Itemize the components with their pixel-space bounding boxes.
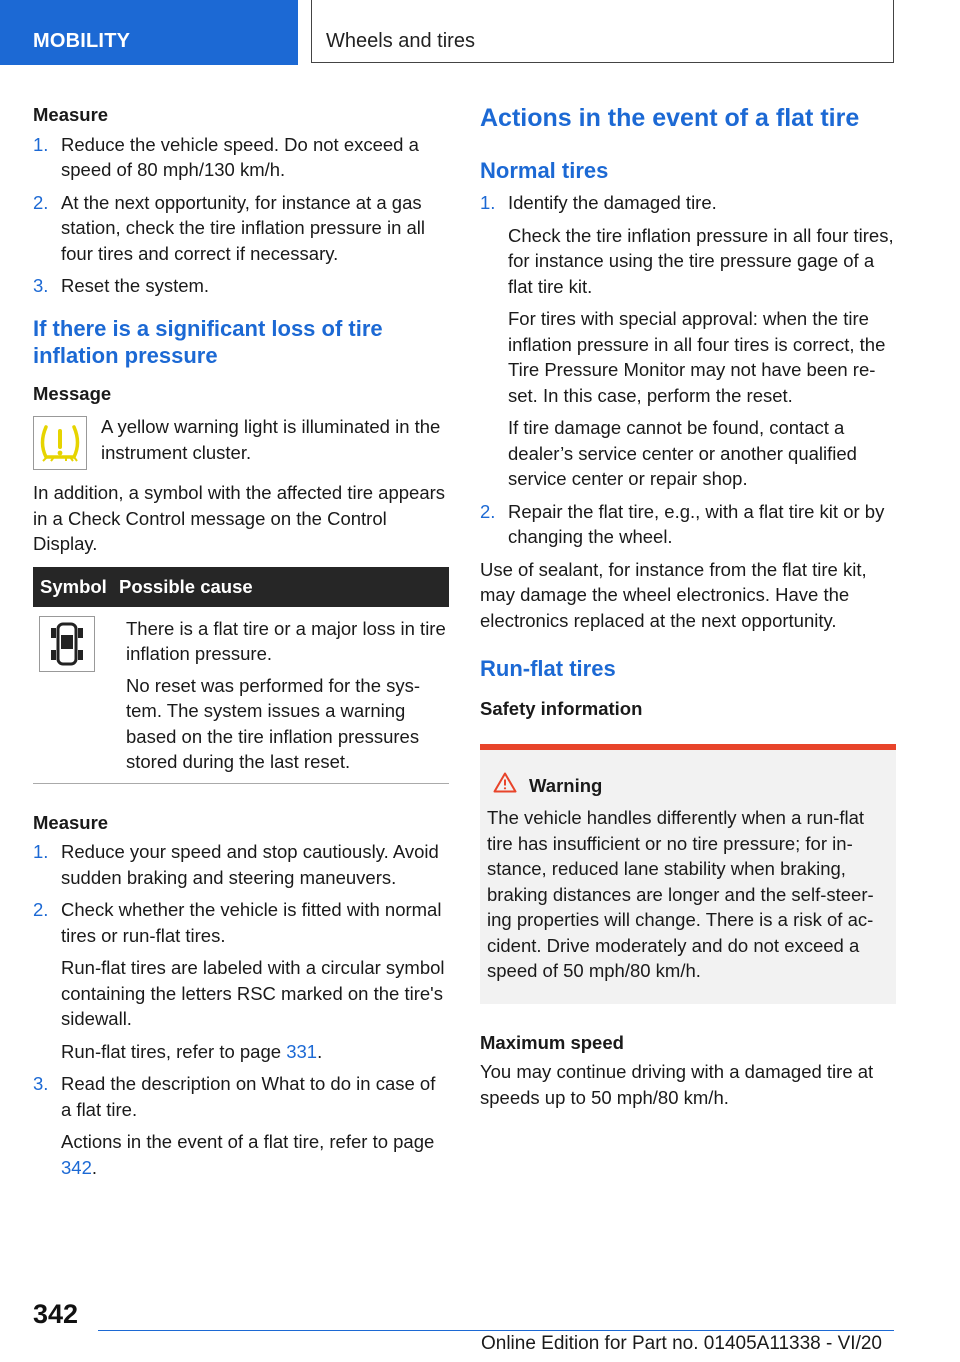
message-block (33, 414, 449, 470)
normal-steps (480, 190, 896, 550)
list-item: 3. Reset the system. (33, 275, 210, 296)
warning-text: The vehicle handles differently when a run-flat tire has insufficient or no tire pressure; for instance, reduced lane stability when braking, braking distances are longer and the self-steering properties will change. There is a risk of accident. Drive moderately and do not exceed a speed of 50 mph/80 km/h. (487, 807, 874, 981)
warning-triangle-icon (493, 772, 517, 800)
chapter-title: Wheels and tires (326, 30, 475, 52)
safety-heading: Safety information (480, 698, 643, 719)
page-title: Actions in the event of a flat tire (480, 104, 860, 132)
message-text: A yellow warning light is illuminated in the instrument cluster. (101, 416, 441, 463)
edition-text: Online Edition for Part no. 01405A11338 - VI/20 (480, 1333, 882, 1354)
tire-pressure-warning-icon (33, 416, 87, 470)
col-symbol: Symbol (40, 575, 107, 597)
measure-heading: Measure (33, 104, 109, 125)
run-flat-heading: Run-flat tires (480, 656, 616, 681)
table-row (33, 607, 449, 784)
warning-box (480, 744, 896, 1004)
list-item: 2. Check whether the vehicle is fitted with normal tires or run-flat tires. Run-flat tires are labeled with a circular symbol containing the letters RSC marked on the tire's sidewall. Run-flat tires, refer to page 331. (33, 899, 445, 1062)
list-item: 2. At the next opportunity, for instance at a gas station, check the tire inflation pressure in all four tires and correct if necessary. (33, 191, 426, 264)
cause-table (33, 567, 449, 784)
right-column (480, 102, 896, 1110)
addition-text: In addition, a symbol with the affected tire appears in a Check Control message on the Control Display. (33, 482, 446, 554)
page-link[interactable]: 331 (286, 1040, 318, 1062)
cause-text: There is a flat tire or a major loss in tire inflation pressure. (126, 617, 446, 664)
max-speed-text: You may continue driving with a damaged tire at speeds up to 50 mph/80 km/h. (480, 1061, 874, 1108)
list-item: 1. Reduce your speed and stop cautiously. Avoid sudden braking and steering maneuvers. (33, 841, 439, 888)
max-speed-heading: Maximum speed (480, 1031, 624, 1053)
measure-steps (33, 839, 449, 1180)
normal-tires-heading: Normal tires (480, 158, 609, 183)
list-item: 1. Reduce the vehicle speed. Do not exceed a speed of 80 mph/130 km/h. (33, 133, 419, 180)
col-cause: Possible cause (119, 575, 253, 597)
left-column (33, 102, 449, 1187)
loss-heading: If there is a significant loss of tire inflation pressure (33, 315, 383, 368)
sealant-text: Use of sealant, for instance from the flat tire kit, may damage the wheel electronics. Have the electronics replaced at the next opportunity. (480, 558, 867, 631)
measure-heading: Measure (33, 811, 109, 833)
chapter-tab (311, 0, 894, 63)
warning-title: Warning (529, 774, 603, 796)
table-header (33, 567, 449, 607)
list-item: 1. Identify the damaged tire. Check the tire inflation pressure in all four tires, for instance using the tire pressure gage of a flat tire kit. For tires with special approval: when the tire inflation pressure in all four tires is correct, the Tire Pressure Monitor may not have been reset. In this case, perform the reset. If tire damage cannot be found, contact a dealer’s service center or another qualified service center or repair shop. (480, 192, 894, 489)
measure-steps (33, 132, 449, 299)
footer-divider (98, 1330, 894, 1331)
cause-text: No reset was performed for the system. The system issues a warning based on the tire inflation pressures stored during the last reset. (126, 674, 421, 772)
message-heading: Message (33, 382, 112, 404)
list-item: 2. Repair the flat tire, e.g., with a flat tire kit or by changing the wheel. (480, 500, 885, 547)
section-label: MOBILITY (33, 30, 131, 52)
page-number: 342 (33, 1299, 79, 1329)
section-tab (0, 0, 298, 65)
page-link[interactable]: 342 (61, 1156, 92, 1178)
list-item: 3. Read the description on What to do in case of a flat tire. Actions in the event of a flat tire, refer to page 342. (33, 1073, 436, 1178)
car-flat-tire-icon (39, 616, 95, 672)
